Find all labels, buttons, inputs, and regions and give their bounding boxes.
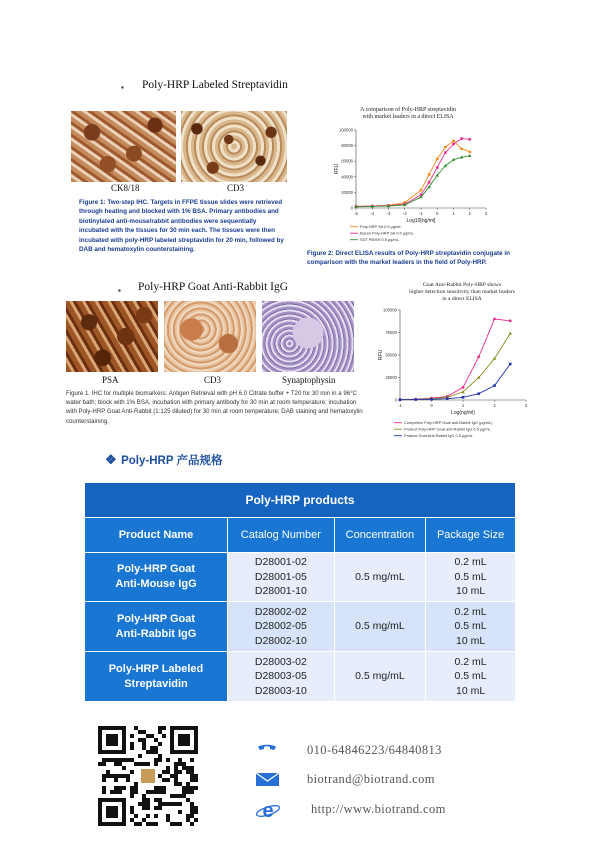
- qr-module: [142, 738, 146, 742]
- qr-module: [158, 806, 162, 810]
- qr-module: [194, 810, 198, 814]
- qr-module: [166, 778, 170, 782]
- qr-finder: [106, 806, 118, 818]
- x-axis-label: Log(ng/ml): [451, 410, 475, 416]
- ihc-image-psa: [66, 301, 158, 372]
- qr-module: [154, 746, 158, 750]
- chart2-title: Goat Anti-Rabbit Poly-HRP shows higher detection sensitivity than market leaders in a direct ELISA: [409, 282, 515, 302]
- qr-module: [122, 766, 126, 770]
- data-point: [446, 397, 449, 400]
- header-package-size: Package Size: [426, 518, 516, 553]
- y-tick-label: 60000: [341, 158, 353, 164]
- phone-icon: [255, 743, 279, 759]
- qr-module: [130, 770, 134, 774]
- y-tick-label: 0: [350, 205, 353, 211]
- spec-heading: [105, 451, 223, 469]
- qr-module: [186, 766, 190, 770]
- qr-module: [150, 790, 154, 794]
- qr-module: [158, 798, 162, 802]
- qr-module: [162, 802, 166, 806]
- qr-module: [158, 790, 162, 794]
- qr-module: [182, 786, 186, 790]
- figure3-caption: Figure 1. IHC for multiple biomarkers: Antigen Retrieval with pH 6.0 Citrate buffer + T20 for 30 min in a 96°C water bath; block with 1% BSA, incubation with primary antibody for 30 min at room temperature; incubation with Poly-HRP Goat Anti-Rabbit (1:125 diluted) for 30 min at room temperature; DAB staining and hematoxylin counterstaining.: [66, 390, 363, 425]
- series-line: [400, 333, 510, 399]
- qr-module: [158, 726, 162, 730]
- y-tick-label: 40000: [341, 174, 353, 180]
- qr-module: [162, 734, 166, 738]
- qr-module: [158, 754, 162, 758]
- qr-module: [146, 822, 150, 826]
- y-tick-label: 20000: [341, 189, 353, 195]
- qr-module: [130, 758, 134, 762]
- header-catalog-number: Catalog Number: [228, 518, 335, 553]
- qr-module: [118, 758, 122, 762]
- qr-module: [178, 758, 182, 762]
- x-tick-label: -1: [398, 403, 402, 408]
- qr-module: [154, 806, 158, 810]
- x-axis-label: Log10[ng/ml]: [406, 218, 436, 224]
- logo-icon: [141, 769, 155, 783]
- qr-module: [178, 782, 182, 786]
- data-point: [493, 318, 496, 321]
- data-point: [468, 154, 471, 157]
- qr-module: [130, 742, 134, 746]
- qr-module: [158, 774, 162, 778]
- qr-module: [174, 802, 178, 806]
- qr-module: [134, 822, 138, 826]
- catalog-cell: D28003-02 D28003-05 D28003-10: [228, 652, 335, 702]
- x-tick-label: -1: [419, 211, 423, 216]
- qr-module: [154, 790, 158, 794]
- qr-module: [126, 778, 130, 782]
- x-tick-label: -2: [402, 211, 407, 216]
- contact-email: biotrand@biotrand.com: [307, 772, 435, 786]
- data-point: [444, 151, 447, 154]
- qr-module: [162, 770, 166, 774]
- qr-module: [142, 746, 146, 750]
- ihc-image-ck818: [71, 111, 176, 182]
- qr-module: [126, 758, 130, 762]
- data-point: [477, 355, 480, 358]
- ihc-label-psa: PSA: [102, 375, 119, 385]
- data-point: [509, 332, 512, 335]
- ihc-image-cd3-b: [164, 301, 256, 372]
- qr-module: [134, 782, 138, 786]
- elisa-chart-anti-rabbit: [366, 304, 536, 450]
- qr-module: [158, 742, 162, 746]
- qr-module: [106, 770, 110, 774]
- qr-module: [110, 774, 114, 778]
- x-tick-label: -4: [370, 211, 375, 216]
- y-tick-label: 75000: [385, 330, 397, 335]
- qr-module: [194, 806, 198, 810]
- y-tick-label: 25000: [385, 375, 397, 380]
- contact-web[interactable]: http://www.biotrand.com: [311, 802, 446, 816]
- qr-module: [118, 762, 122, 766]
- qr-finder: [106, 734, 118, 746]
- qr-module: [130, 790, 134, 794]
- qr-module: [174, 778, 178, 782]
- qr-module: [102, 790, 106, 794]
- qr-module: [182, 794, 186, 798]
- qr-module: [154, 786, 158, 790]
- header-concentration: Concentration: [334, 518, 425, 553]
- qr-module: [178, 810, 182, 814]
- qr-module: [154, 822, 158, 826]
- qr-module: [170, 822, 174, 826]
- qr-module: [102, 778, 106, 782]
- figure2-caption: Figure 2: Direct ELISA results of Poly-HRP streptavidin conjugate in comparison with the market leaders in the field of Poly-HRP.: [307, 250, 510, 267]
- data-point: [460, 137, 463, 140]
- qr-module: [106, 774, 110, 778]
- ie-globe-icon: [255, 800, 281, 820]
- data-point: [462, 396, 465, 399]
- qr-module: [142, 798, 146, 802]
- qr-module: [190, 774, 194, 778]
- qr-module: [150, 746, 154, 750]
- qr-module: [142, 762, 146, 766]
- chart1-plot: [334, 128, 488, 243]
- qr-module: [190, 810, 194, 814]
- qr-module: [142, 802, 146, 806]
- qr-module: [190, 778, 194, 782]
- qr-module: [150, 822, 154, 826]
- x-tick-label: 1: [461, 403, 465, 408]
- qr-module: [114, 762, 118, 766]
- qr-module: [174, 782, 178, 786]
- qr-module: [170, 774, 174, 778]
- qr-module: [110, 758, 114, 762]
- data-point: [509, 319, 512, 322]
- qr-module: [130, 818, 134, 822]
- qr-module: [190, 802, 194, 806]
- table-row: [85, 652, 516, 702]
- data-point: [444, 146, 447, 149]
- x-tick-label: 1: [452, 211, 455, 216]
- qr-module: [146, 802, 150, 806]
- qr-module: [158, 730, 162, 734]
- legend-label: Poly-HRP SA 0.5 µg/mL: [360, 224, 402, 229]
- qr-module: [178, 794, 182, 798]
- legend-label: Product Goat Anti-Rabbit IgG 0.5 µg/mL: [404, 433, 473, 438]
- qr-module: [138, 738, 142, 742]
- qr-module: [130, 746, 134, 750]
- qr-module: [194, 778, 198, 782]
- qr-module: [194, 774, 198, 778]
- figure1-caption: Figure 1: Two-step IHC. Targets in FFPE tissue slides were retrieved through heating and blocked with 1% BSA. Primary antibodies and biotinylated anti-mouse/rabbit antibodies were sequentially incubated with the tissues for 30 min each. The tissues were then incubated with poly-HRP labeled streptavidin for 20 min, followed by DAB and hematoxylin counterstaining.: [79, 199, 284, 254]
- data-point: [452, 140, 455, 143]
- x-tick-label: 0: [436, 211, 439, 216]
- qr-module: [130, 810, 134, 814]
- qr-module: [146, 734, 150, 738]
- data-point: [460, 147, 463, 150]
- qr-module: [174, 766, 178, 770]
- x-tick-label: 2: [493, 403, 496, 408]
- qr-module: [134, 814, 138, 818]
- products-table: [84, 482, 516, 702]
- qr-module: [190, 770, 194, 774]
- qr-module: [182, 766, 186, 770]
- legend-label: Competitor Poly-HRP Goat anti-Rabbit IgG (µg/mL): [404, 420, 493, 425]
- qr-module: [166, 802, 170, 806]
- package-size-cell: 0.2 mL 0.5 mL 10 mL: [426, 652, 516, 702]
- chart2-plot: [378, 308, 528, 439]
- x-tick-label: 3: [524, 403, 528, 408]
- qr-module: [130, 806, 134, 810]
- table-row: [85, 602, 516, 652]
- qr-module: [190, 790, 194, 794]
- x-tick-label: -3: [386, 211, 391, 216]
- qr-code: [98, 726, 198, 826]
- y-tick-label: 50000: [385, 352, 397, 358]
- bullet-icon: ▪: [121, 83, 124, 92]
- package-size-cell: 0.2 mL 0.5 mL 10 mL: [426, 553, 516, 602]
- data-point: [477, 392, 480, 395]
- data-point: [430, 398, 433, 401]
- diamond-icon: ❖: [105, 452, 117, 467]
- data-point: [493, 384, 496, 387]
- qr-module: [190, 814, 194, 818]
- qr-module: [190, 758, 194, 762]
- qr-module: [114, 758, 118, 762]
- qr-module: [130, 734, 134, 738]
- qr-module: [130, 794, 134, 798]
- ihc-label-ck818: CK8/18: [111, 183, 140, 193]
- ihc-label-cd3-b: CD3: [204, 375, 222, 385]
- qr-module: [122, 758, 126, 762]
- qr-module: [154, 738, 158, 742]
- qr-module: [138, 762, 142, 766]
- x-tick-label: 0: [430, 403, 433, 408]
- catalog-cell: D28002-02 D28002-05 D28002-10: [228, 602, 335, 652]
- section-title-streptavidin: Poly-HRP Labeled Streptavidin: [142, 79, 288, 91]
- qr-module: [166, 814, 170, 818]
- qr-module: [146, 814, 150, 818]
- qr-module: [162, 726, 166, 730]
- x-tick-label: 3: [484, 211, 488, 216]
- qr-module: [102, 762, 106, 766]
- data-point: [468, 150, 471, 153]
- qr-module: [118, 774, 122, 778]
- qr-module: [158, 758, 162, 762]
- qr-module: [178, 770, 182, 774]
- qr-module: [186, 790, 190, 794]
- y-tick-label: 100000: [339, 127, 353, 133]
- qr-module: [138, 802, 142, 806]
- spec-heading-text: Poly-HRP 产品规格: [121, 455, 223, 467]
- qr-module: [162, 778, 166, 782]
- qr-module: [158, 786, 162, 790]
- data-point: [436, 166, 439, 169]
- qr-module: [166, 758, 170, 762]
- qr-module: [118, 790, 122, 794]
- qr-module: [142, 730, 146, 734]
- legend-label: SDT PB/SH 0.5 µg/mL: [360, 237, 399, 242]
- qr-module: [138, 730, 142, 734]
- product-name-cell: Poly-HRP Labeled Streptavidin: [85, 652, 228, 702]
- qr-module: [106, 758, 110, 762]
- product-name-cell: Poly-HRP Goat Anti-Mouse IgG: [85, 553, 228, 602]
- product-name-cell: Poly-HRP Goat Anti-Rabbit IgG: [85, 602, 228, 652]
- qr-module: [174, 770, 178, 774]
- qr-module: [174, 822, 178, 826]
- qr-module: [142, 818, 146, 822]
- qr-module: [142, 742, 146, 746]
- concentration-cell: 0.5 mg/mL: [334, 602, 425, 652]
- qr-module: [146, 790, 150, 794]
- qr-module: [154, 814, 158, 818]
- qr-finder: [178, 734, 190, 746]
- qr-module: [126, 774, 130, 778]
- qr-module: [166, 766, 170, 770]
- data-point: [399, 398, 402, 401]
- bullet-icon: ▪: [118, 286, 121, 295]
- qr-module: [166, 770, 170, 774]
- ihc-image-synaptophysin: [262, 301, 354, 372]
- qr-module: [146, 762, 150, 766]
- qr-module: [178, 802, 182, 806]
- qr-module: [114, 786, 118, 790]
- qr-module: [114, 778, 118, 782]
- qr-module: [102, 774, 106, 778]
- qr-module: [194, 786, 198, 790]
- ihc-label-synaptophysin: Synaptophysin: [282, 375, 336, 385]
- legend-label: Bacon Poly-HRP SA 0.5 µg/mL: [360, 230, 414, 236]
- qr-module: [102, 786, 106, 790]
- data-point: [428, 181, 431, 184]
- qr-module: [170, 794, 174, 798]
- data-point: [452, 143, 455, 146]
- y-axis-label: RFU: [378, 349, 384, 361]
- qr-module: [146, 806, 150, 810]
- qr-module: [186, 786, 190, 790]
- qr-module: [190, 786, 194, 790]
- y-tick-label: 0: [394, 397, 397, 403]
- qr-module: [186, 782, 190, 786]
- series-line: [356, 141, 470, 207]
- table-title: Poly-HRP products: [85, 483, 516, 518]
- y-axis-label: RFU: [334, 163, 340, 175]
- header-product-name: Product Name: [85, 518, 228, 553]
- section-title-anti-rabbit: Poly-HRP Goat Anti-Rabbit IgG: [138, 281, 289, 293]
- table-row: [85, 553, 516, 602]
- chart1-title: A comparison of Poly-HRP streptavidin with market leaders in a direct ELISA: [360, 107, 456, 120]
- qr-module: [154, 798, 158, 802]
- data-point: [414, 398, 417, 401]
- qr-module: [154, 762, 158, 766]
- qr-module: [146, 750, 150, 754]
- qr-module: [146, 798, 150, 802]
- y-tick-label: 80000: [341, 143, 353, 149]
- qr-module: [154, 758, 158, 762]
- qr-module: [190, 806, 194, 810]
- qr-module: [158, 802, 162, 806]
- qr-module: [174, 774, 178, 778]
- qr-module: [154, 750, 158, 754]
- legend-label: Product Poly-HRP Goat anti-Rabbit IgG 0.5 µg/mL: [404, 426, 491, 432]
- concentration-cell: 0.5 mg/mL: [334, 553, 425, 602]
- qr-module: [178, 762, 182, 766]
- qr-module: [122, 774, 126, 778]
- qr-module: [182, 790, 186, 794]
- qr-module: [174, 762, 178, 766]
- concentration-cell: 0.5 mg/mL: [334, 652, 425, 702]
- qr-module: [182, 762, 186, 766]
- qr-module: [194, 818, 198, 822]
- qr-module: [190, 822, 194, 826]
- elisa-chart-streptavidin: [322, 124, 502, 248]
- qr-module: [138, 754, 142, 758]
- qr-module: [142, 794, 146, 798]
- qr-module: [186, 818, 190, 822]
- qr-module: [178, 822, 182, 826]
- data-point: [509, 363, 512, 366]
- qr-module: [98, 762, 102, 766]
- qr-module: [162, 786, 166, 790]
- qr-module: [186, 770, 190, 774]
- qr-module: [150, 734, 154, 738]
- data-point: [468, 138, 471, 141]
- qr-module: [110, 790, 114, 794]
- catalog-cell: D28001-02 D28001-05 D28001-10: [228, 553, 335, 602]
- qr-module: [134, 726, 138, 730]
- qr-module: [170, 802, 174, 806]
- qr-module: [162, 790, 166, 794]
- qr-module: [190, 766, 194, 770]
- qr-module: [134, 762, 138, 766]
- qr-module: [138, 822, 142, 826]
- data-point: [462, 386, 465, 389]
- qr-module: [150, 750, 154, 754]
- qr-module: [102, 758, 106, 762]
- qr-module: [122, 786, 126, 790]
- qr-module: [134, 790, 138, 794]
- package-size-cell: 0.2 mL 0.5 mL 10 mL: [426, 602, 516, 652]
- mail-icon: [255, 772, 280, 787]
- data-point: [436, 157, 439, 160]
- x-tick-label: 2: [468, 211, 471, 216]
- svg-text:e: e: [262, 800, 274, 820]
- qr-module: [186, 814, 190, 818]
- contact-phone: 010-64846223/64840813: [307, 743, 442, 757]
- y-tick-label: 100000: [383, 307, 397, 313]
- qr-module: [186, 798, 190, 802]
- qr-module: [118, 786, 122, 790]
- qr-module: [166, 818, 170, 822]
- qr-module: [114, 774, 118, 778]
- qr-module: [114, 790, 118, 794]
- qr-module: [134, 786, 138, 790]
- data-point: [428, 173, 431, 176]
- qr-module: [130, 786, 134, 790]
- qr-module: [174, 794, 178, 798]
- x-tick-label: -5: [354, 211, 358, 216]
- data-point: [420, 189, 423, 192]
- ihc-label-cd3: CD3: [227, 183, 245, 193]
- ihc-image-cd3: [181, 111, 287, 182]
- qr-module: [142, 806, 146, 810]
